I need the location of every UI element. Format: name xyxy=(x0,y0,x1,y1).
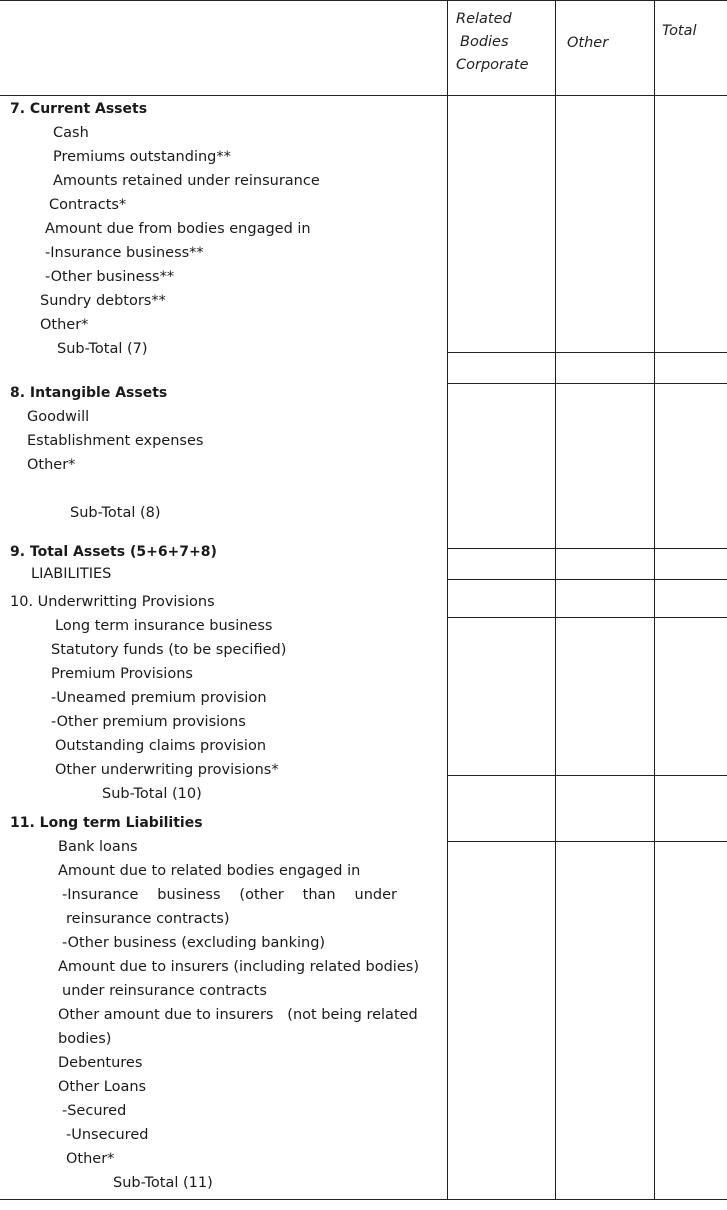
line-item: Amount due to insurers (including related bodies) xyxy=(58,959,419,975)
word: -Insurance xyxy=(62,887,139,903)
top-border xyxy=(0,0,727,1)
word: business xyxy=(157,887,221,903)
line-item: Cash xyxy=(53,125,89,141)
col-header-related xyxy=(456,8,529,77)
section-title: 11. Long term Liabilities xyxy=(10,815,203,831)
line-item: Goodwill xyxy=(27,409,90,425)
line-item: Other* xyxy=(40,317,89,333)
line-item: -Other business** xyxy=(45,269,175,285)
line-item: Bank loans xyxy=(58,839,138,855)
line-item: Amounts retained under reinsurance xyxy=(53,173,320,189)
subtotal-label: Sub-Total (11) xyxy=(113,1175,213,1191)
subtotal-label: Sub-Total (10) xyxy=(102,786,202,802)
line-item: -Insurance business** xyxy=(45,245,204,261)
line-item: Amount due from bodies engaged in xyxy=(45,221,311,237)
line-item: -Secured xyxy=(62,1103,127,1119)
row-line xyxy=(447,383,727,384)
line-item: Establishment expenses xyxy=(27,433,204,449)
word: than xyxy=(302,887,336,903)
row-line xyxy=(447,352,727,353)
word: under xyxy=(354,887,397,903)
header-line: Related xyxy=(456,11,512,27)
line-item: -Other business (excluding banking) xyxy=(62,935,326,951)
col-header-other: Other xyxy=(567,35,609,51)
line-item: Contracts* xyxy=(49,197,127,213)
section-title: 8. Intangible Assets xyxy=(10,385,168,401)
header-bottom-border xyxy=(0,95,727,96)
row-line xyxy=(447,841,727,842)
line-item: Other amount due to insurers (not being related xyxy=(58,1007,418,1023)
line-item: Premium Provisions xyxy=(51,666,193,682)
bottom-border xyxy=(0,1199,727,1200)
line-item: Other underwriting provisions* xyxy=(55,762,279,778)
line-item: Other* xyxy=(66,1151,115,1167)
line-item: reinsurance contracts) xyxy=(66,911,230,927)
row-line xyxy=(447,617,727,618)
liabilities-heading: LIABILITIES xyxy=(31,566,112,582)
line-item: Other* xyxy=(27,457,76,473)
col-header-total: Total xyxy=(662,23,697,39)
line-item: -Unsecured xyxy=(66,1127,149,1143)
line-item: bodies) xyxy=(58,1031,112,1047)
row-line xyxy=(447,579,727,580)
section-title: 9. Total Assets (5+6+7+8) xyxy=(10,544,217,560)
col-divider-1 xyxy=(447,0,448,1200)
subtotal-label: Sub-Total (8) xyxy=(70,505,161,521)
justified-line-item xyxy=(62,885,397,905)
col-divider-3 xyxy=(654,0,655,1200)
line-item: under reinsurance contracts xyxy=(62,983,267,999)
header-line: Bodies xyxy=(460,34,509,50)
line-item: Sundry debtors** xyxy=(40,293,166,309)
line-item: Long term insurance business xyxy=(55,618,273,634)
line-item: -Other premium provisions xyxy=(51,714,246,730)
line-item: Outstanding claims provision xyxy=(55,738,267,754)
row-line xyxy=(447,548,727,549)
line-item: -Uneamed premium provision xyxy=(51,690,267,706)
line-item: Premiums outstanding** xyxy=(53,149,231,165)
row-line xyxy=(447,775,727,776)
line-item: Amount due to related bodies engaged in xyxy=(58,863,361,879)
header-line: Corporate xyxy=(456,57,529,73)
line-item: Statutory funds (to be specified) xyxy=(51,642,287,658)
word: (other xyxy=(239,887,284,903)
col-divider-2 xyxy=(555,0,556,1200)
section-title: 10. Underwritting Provisions xyxy=(10,594,215,610)
line-item: Debentures xyxy=(58,1055,143,1071)
line-item: Other Loans xyxy=(58,1079,147,1095)
section-title: 7. Current Assets xyxy=(10,101,148,117)
subtotal-label: Sub-Total (7) xyxy=(57,341,148,357)
